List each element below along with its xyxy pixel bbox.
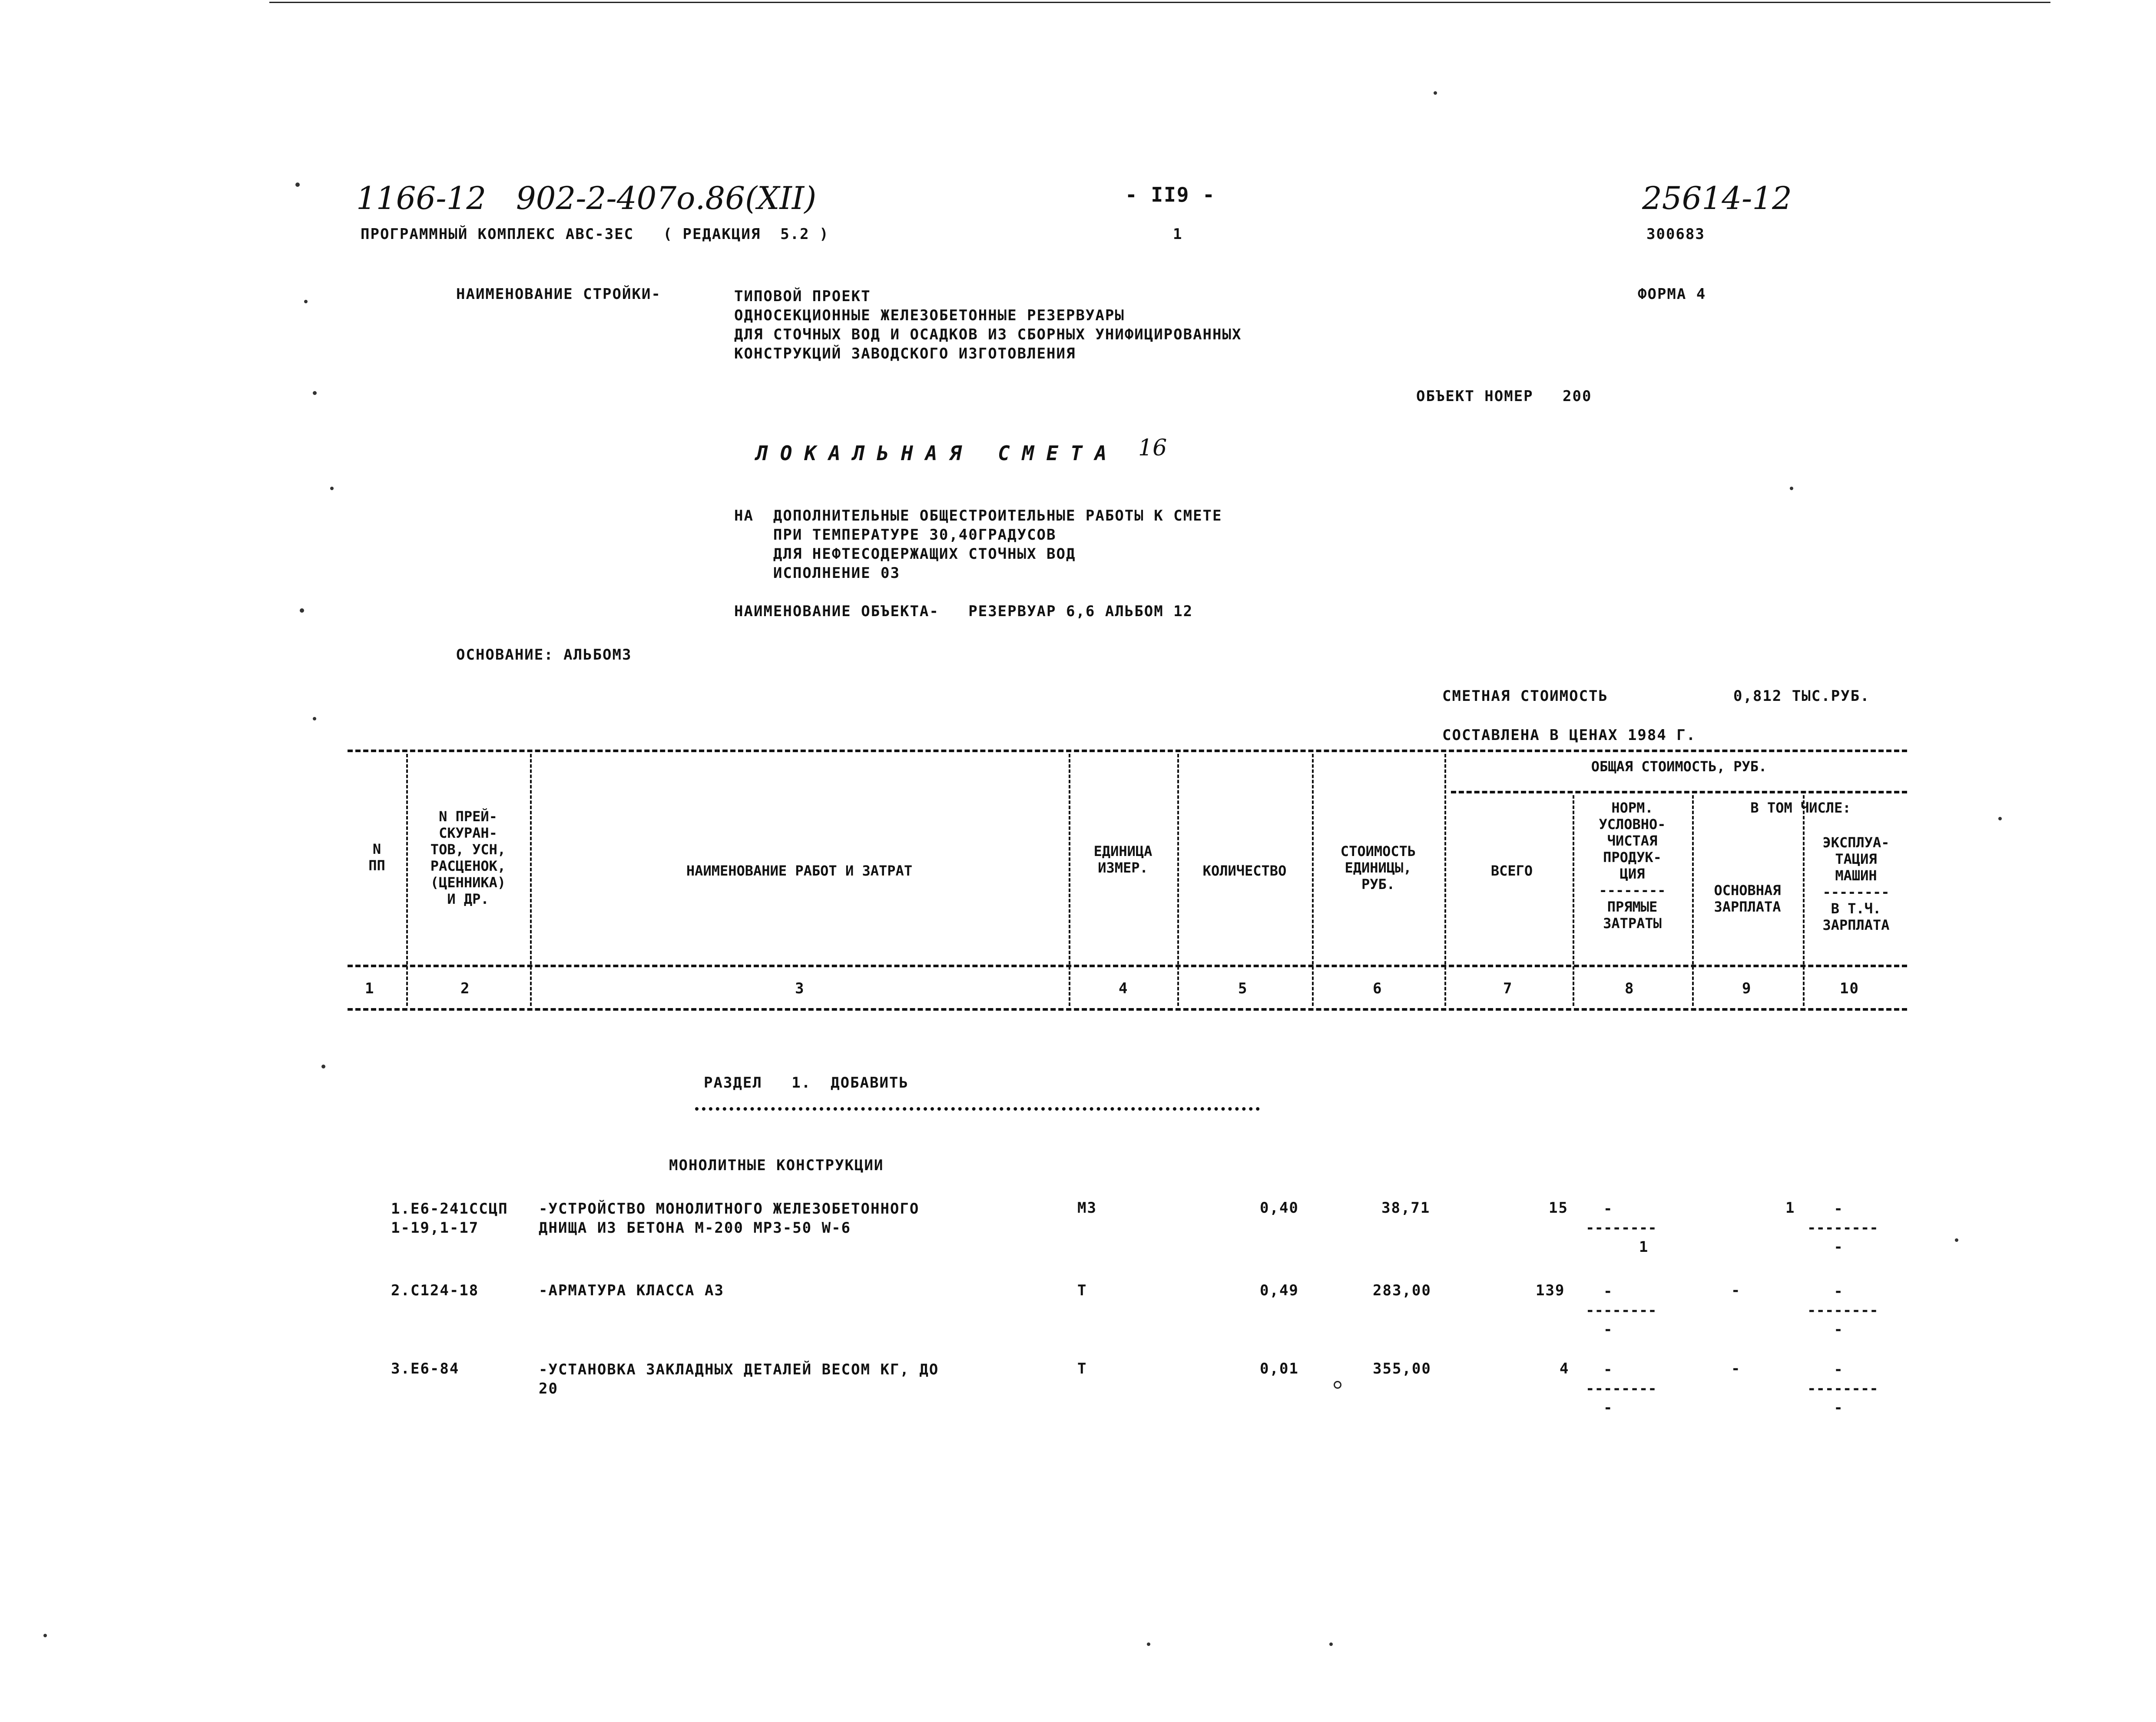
- col-index-5: 5: [1238, 980, 1248, 997]
- col-index-7: 7: [1503, 980, 1513, 997]
- col-index-1: 1: [365, 980, 375, 997]
- table-header-rule: [348, 965, 1907, 967]
- construction-line-2: ОДНОСЕКЦИОННЫЕ ЖЕЛЕЗОБЕТОННЫЕ РЕЗЕРВУАРЫ: [734, 307, 1125, 324]
- scan-speck: [313, 391, 317, 395]
- prices-basis: СОСТАВЛЕНА В ЦЕНАХ 1984 Г.: [1442, 727, 1696, 744]
- col-header-incl: В ТОМ ЧИСЛЕ:: [1750, 800, 1851, 816]
- col-index-3: 3: [795, 980, 805, 997]
- row-2-base-salary: -: [1731, 1282, 1741, 1299]
- row-3-unit: Т: [1077, 1360, 1087, 1377]
- scan-speck: [1434, 91, 1437, 95]
- row-1-work: [539, 1199, 919, 1238]
- top-border-line: [269, 2, 2050, 3]
- col-header-machine-ops: ЭКСПЛУА- ТАЦИЯ МАШИН -------- В Т.Ч. ЗАРПЛАТА: [1822, 834, 1890, 933]
- scan-speck: [304, 300, 308, 303]
- construction-name-label: НАИМЕНОВАНИЕ СТРОЙКИ-: [456, 285, 661, 303]
- col-divider-4: [1177, 754, 1179, 1006]
- col-header-code: N ПРЕЙ- СКУРАН- ТОВ, УСН, РАСЦЕНОК, (ЦЕННИКА) И ДР.: [430, 808, 506, 907]
- program-complex-line: ПРОГРАММНЫЙ КОМПЛЕКС АВС-3ЕС ( РЕДАКЦИЯ 5.2 ): [361, 226, 829, 243]
- row-3-machine-stack: - -------- -: [1807, 1361, 1878, 1417]
- col-index-6: 6: [1373, 980, 1383, 997]
- scan-speck: [295, 182, 300, 187]
- estimated-cost-value: 0,812 ТЫС.РУБ.: [1733, 687, 1870, 705]
- total-cost-subrule: [1451, 791, 1907, 793]
- row-3-work: [539, 1360, 939, 1398]
- document-title: ЛОКАЛЬНАЯ СМЕТА: [756, 441, 1119, 465]
- col-header-base-salary: ОСНОВНАЯ ЗАРПЛАТА: [1714, 882, 1781, 915]
- scan-speck: [1147, 1642, 1150, 1646]
- construction-name-value: [734, 287, 1242, 363]
- col-index-10: 10: [1840, 980, 1859, 997]
- scan-speck: [1329, 1642, 1333, 1646]
- subject-line-2: ПРИ ТЕМПЕРАТУРЕ 30,40ГРАДУСОВ: [734, 526, 1056, 544]
- col-header-norm-net: НОРМ. УСЛОВНО- ЧИСТАЯ ПРОДУК- ЦИЯ -------- ПРЯМЫЕ ЗАТРАТЫ: [1599, 800, 1666, 932]
- col-header-unit: ЕДИНИЦА ИЗМЕР.: [1093, 843, 1153, 876]
- subject-line-3: ДЛЯ НЕФТЕСОДЕРЖАЩИХ СТОЧНЫХ ВОД: [734, 545, 1076, 563]
- handwritten-sheet-number: 25614-12: [1642, 180, 1792, 216]
- scan-speck: [43, 1634, 47, 1637]
- construction-line-3: ДЛЯ СТОЧНЫХ ВОД И ОСАДКОВ ИЗ СБОРНЫХ УНИФИЦИРОВАННЫХ: [734, 326, 1242, 343]
- col-index-9: 9: [1742, 980, 1752, 997]
- row-3-unit-cost: 355,00: [1373, 1360, 1431, 1377]
- col-index-8: 8: [1625, 980, 1635, 997]
- row-1-norm-stack: - -------- 1: [1586, 1200, 1657, 1256]
- construction-line-1: ТИПОВОЙ ПРОЕКТ: [734, 288, 871, 305]
- row-2-norm-stack: - -------- -: [1586, 1283, 1657, 1338]
- table-top-rule: [348, 750, 1907, 752]
- scan-speck: [321, 1065, 325, 1068]
- row-3-total: 4: [1560, 1360, 1570, 1377]
- sheet-index: 1: [1173, 226, 1183, 243]
- col-header-total-cost-group: ОБЩАЯ СТОИМОСТЬ, РУБ.: [1591, 758, 1767, 775]
- row-2-code: 2.С124-18: [391, 1282, 479, 1299]
- row-1-code: [391, 1199, 508, 1238]
- scan-speck: [313, 717, 316, 720]
- section-title: РАЗДЕЛ 1. ДОБАВИТЬ: [704, 1074, 909, 1092]
- row-1-name-line1: -УСТРОЙСТВО МОНОЛИТНОГО ЖЕЛЕЗОБЕТОННОГО: [539, 1200, 920, 1218]
- estimate-subject: [734, 506, 1222, 583]
- col-divider-6: [1444, 754, 1446, 1006]
- row-3-name-line1: -УСТАНОВКА ЗАКЛАДНЫХ ДЕТАЛЕЙ ВЕСОМ КГ, ДО: [539, 1361, 939, 1378]
- row-1-name-line2: ДНИЩА ИЗ БЕТОНА М-200 МРЗ-50 W-6: [539, 1219, 851, 1237]
- row-1-total: 15: [1549, 1199, 1568, 1217]
- row-2-unit: Т: [1077, 1282, 1087, 1299]
- section-underline: [695, 1107, 1260, 1111]
- row-1-code-line2: 1-19,1-17: [391, 1219, 479, 1237]
- row-3-base-salary: -: [1731, 1360, 1741, 1377]
- row-2-work: -АРМАТУРА КЛАССА А3: [539, 1282, 724, 1299]
- row-2-quantity: 0,49: [1260, 1282, 1299, 1299]
- row-3-name-line2: 20: [539, 1380, 558, 1397]
- subject-line-1: НА ДОПОЛНИТЕЛЬНЫЕ ОБЩЕСТРОИТЕЛЬНЫЕ РАБОТЫ К СМЕТЕ: [734, 507, 1222, 524]
- row-1-direct: 1: [1639, 1238, 1648, 1256]
- form-number: ФОРМА 4: [1638, 285, 1706, 303]
- handwritten-document-code: 1166-12 902-2-407о.86(XII): [356, 180, 817, 216]
- row-1-base-salary: 1: [1785, 1199, 1795, 1217]
- table-number-rule: [348, 1008, 1907, 1011]
- col-divider-2: [530, 754, 532, 1006]
- construction-line-4: КОНСТРУКЦИЙ ЗАВОДСКОГО ИЗГОТОВЛЕНИЯ: [734, 345, 1076, 362]
- scan-speck: [1955, 1238, 1958, 1242]
- estimated-cost-label: СМЕТНАЯ СТОИМОСТЬ: [1442, 687, 1608, 705]
- page-number: - II9 -: [1125, 183, 1215, 206]
- scan-speck: [1998, 817, 2002, 820]
- scan-speck: [1790, 487, 1793, 490]
- scan-speck: [1334, 1381, 1341, 1389]
- col-header-num: N ПП: [368, 841, 385, 874]
- scan-speck: [330, 487, 334, 490]
- row-2-machine-stack: - -------- -: [1807, 1283, 1878, 1338]
- col-header-total: ВСЕГО: [1490, 863, 1533, 879]
- scan-speck: [300, 608, 304, 613]
- row-2-total: 139: [1536, 1282, 1565, 1299]
- col-header-unit-cost: СТОИМОСТЬ ЕДИНИЦЫ, РУБ.: [1340, 843, 1416, 893]
- object-number: ОБЪЕКТ НОМЕР 200: [1416, 388, 1592, 405]
- col-index-2: 2: [460, 980, 470, 997]
- row-2-unit-cost: 283,00: [1373, 1282, 1431, 1299]
- col-header-work-name: НАИМЕНОВАНИЕ РАБОТ И ЗАТРАТ: [686, 863, 913, 879]
- subject-line-4: ИСПОЛНЕНИЕ 03: [734, 564, 900, 582]
- subsection-title: МОНОЛИТНЫЕ КОНСТРУКЦИИ: [669, 1157, 884, 1174]
- row-3-norm-stack: - -------- -: [1586, 1361, 1657, 1417]
- handwritten-estimate-number: 16: [1138, 435, 1167, 461]
- basis: ОСНОВАНИЕ: АЛЬБОМ3: [456, 646, 632, 664]
- row-1-machine-stack: - -------- -: [1807, 1200, 1878, 1256]
- col-header-quantity: КОЛИЧЕСТВО: [1202, 863, 1287, 879]
- row-1-code-line1: 1.Е6-241ССЦП: [391, 1200, 508, 1218]
- object-name: НАИМЕНОВАНИЕ ОБЪЕКТА- РЕЗЕРВУАР 6,6 АЛЬБОМ 12: [734, 603, 1193, 620]
- row-3-quantity: 0,01: [1260, 1360, 1299, 1377]
- row-1-unit: М3: [1077, 1199, 1097, 1217]
- row-1-quantity: 0,40: [1260, 1199, 1299, 1217]
- row-3-code: 3.Е6-84: [391, 1360, 460, 1377]
- document-id: 300683: [1646, 226, 1705, 243]
- col-index-4: 4: [1119, 980, 1129, 997]
- col-divider-3: [1069, 754, 1070, 1006]
- row-1-unit-cost: 38,71: [1381, 1199, 1431, 1217]
